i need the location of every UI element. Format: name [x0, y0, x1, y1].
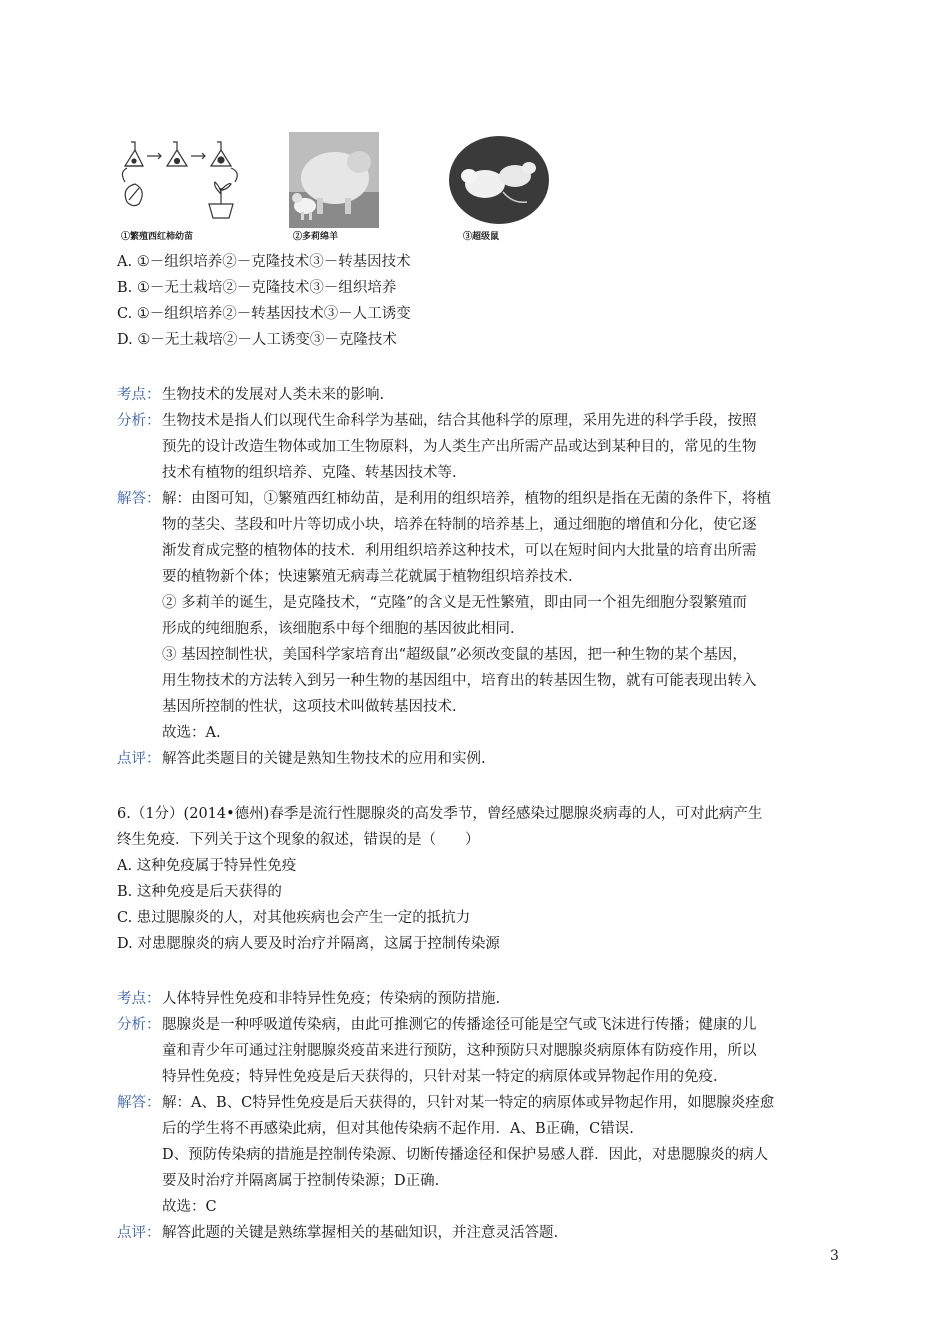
- q6-dianping-label: 点评：: [117, 1225, 161, 1241]
- q6-fenxi-line: 童和青少年可通过注射腮腺炎疫苗来进行预防，这种预防只对腮腺炎病原体有防疫作用，所以: [162, 1043, 757, 1059]
- tissue-culture-illustration: [117, 132, 242, 228]
- q5-dianping-text: 解答此类题目的关键是熟知生物技术的应用和实例.: [162, 751, 486, 767]
- q6-stem-line: 6.（1分）(2014•德州)春季是流行性腮腺炎的高发季节，曾经感染过腮腺炎病毒的人，可对此病产生: [117, 806, 763, 822]
- q6-fenxi-line: 特异性免疫；特异性免疫是后天获得的，只针对某一特定的病原体或异物起作用的免疫.: [162, 1069, 718, 1085]
- q5-option-a: A. ①－组织培养②－克隆技术③－转基因技术: [117, 254, 411, 270]
- q5-jieda-label: 解答：: [117, 491, 161, 507]
- q6-jieda-line: 解：A、B、C特异性免疫是后天获得的，只针对某一特定的病原体或异物起作用，如腮腺炎痊愈: [162, 1095, 775, 1111]
- figure-tissue-culture: [117, 132, 242, 242]
- q5-dianping-label: 点评：: [117, 751, 161, 767]
- q6-jieda-line: 后的学生将不再感染此病，但对其他传染病不起作用．A、B正确，C错误.: [162, 1121, 634, 1137]
- q5-jieda-line: 用生物技术的方法转入到另一种生物的基因组中，培育出的转基因生物，就有可能表现出转入: [162, 673, 757, 689]
- q6-jieda-line: 故选：C: [162, 1199, 217, 1215]
- q5-jieda-line: 故选：A.: [162, 725, 221, 741]
- page-number: 3: [830, 1248, 839, 1264]
- dolly-sheep-photo: [289, 132, 379, 228]
- q5-option-d: D. ①－无土栽培②－人工诱变③－克隆技术: [117, 332, 397, 348]
- q5-kaodian-label: 考点：: [117, 387, 161, 403]
- q6-kaodian-label: 考点：: [117, 991, 161, 1007]
- q5-jieda-line: 基因所控制的性状，这项技术叫做转基因技术.: [162, 699, 457, 715]
- q6-jieda-line: 要及时治疗并隔离属于控制传染源；D正确.: [162, 1173, 440, 1189]
- q6-fenxi-label: 分析：: [117, 1017, 161, 1033]
- q5-jieda-line: 物的茎尖、茎段和叶片等切成小块，培养在特制的培养基上，通过细胞的增值和分化，使它逐: [162, 517, 757, 533]
- q5-option-b: B. ①－无土栽培②－克隆技术③－组织培养: [117, 280, 397, 296]
- q5-fenxi-line: 技术有植物的组织培养、克隆、转基因技术等.: [162, 465, 457, 481]
- q5-option-c: C. ①－组织培养②－转基因技术③－人工诱变: [117, 306, 411, 322]
- q5-fenxi-line: 预先的设计改造生物体或加工生物原料，为人类生产出所需产品或达到某种目的，常见的生物: [162, 439, 757, 455]
- q5-jieda-line: 渐发育成完整的植物体的技术．利用组织培养这种技术，可以在短时间内大批量的培育出所需: [162, 543, 757, 559]
- q5-kaodian-text: 生物技术的发展对人类未来的影响.: [162, 387, 385, 403]
- figure-caption-2: ②多莉绵羊: [293, 232, 339, 242]
- q6-kaodian-text: 人体特异性免疫和非特异性免疫；传染病的预防措施.: [162, 991, 501, 1007]
- q6-option-d: D. 对患腮腺炎的病人要及时治疗并隔离，这属于控制传染源: [117, 936, 500, 952]
- q5-fenxi-label: 分析：: [117, 413, 161, 429]
- figure-dolly-sheep: [289, 132, 379, 242]
- q5-jieda-line: ③ 基因控制性状，美国科学家培育出“超级鼠”必须改变鼠的基因，把一种生物的某个基因，: [162, 647, 747, 663]
- q6-jieda-label: 解答：: [117, 1095, 161, 1111]
- q6-option-b: B. 这种免疫是后天获得的: [117, 884, 282, 900]
- super-mouse-photo: [447, 132, 552, 228]
- figure-strip: [117, 132, 557, 242]
- q5-jieda-line: ② 多莉羊的诞生，是克隆技术，“克隆”的含义是无性繁殖，即由同一个祖先细胞分裂繁殖而: [162, 595, 747, 611]
- q6-dianping-text: 解答此题的关键是熟练掌握相关的基础知识，并注意灵活答题.: [162, 1225, 559, 1241]
- q6-fenxi-line: 腮腺炎是一种呼吸道传染病，由此可推测它的传播途径可能是空气或飞沫进行传播；健康的儿: [162, 1017, 757, 1033]
- figure-super-mouse: [447, 132, 552, 242]
- q6-jieda-line: D、预防传染病的措施是控制传染源、切断传播途径和保护易感人群．因此，对患腮腺炎的病人: [162, 1147, 769, 1163]
- q6-stem-line: 终生免疫．下列关于这个现象的叙述，错误的是（ ）: [117, 832, 480, 848]
- q6-option-c: C. 患过腮腺炎的人，对其他疾病也会产生一定的抵抗力: [117, 910, 471, 926]
- figure-caption-1: ①繁殖西红柿幼苗: [121, 232, 194, 242]
- q5-jieda-line: 要的植物新个体；快速繁殖无病毒兰花就属于植物组织培养技术.: [162, 569, 573, 585]
- q5-jieda-line: 解：由图可知，①繁殖西红柿幼苗，是利用的组织培养，植物的组织是指在无菌的条件下，将植: [162, 491, 771, 507]
- q5-jieda-line: 形成的纯细胞系，该细胞系中每个细胞的基因彼此相同.: [162, 621, 515, 637]
- q6-option-a: A. 这种免疫属于特异性免疫: [117, 858, 297, 874]
- q5-fenxi-line: 生物技术是指人们以现代生命科学为基础，结合其他科学的原理，采用先进的科学手段，按照: [162, 413, 757, 429]
- figure-caption-3: ③超级鼠: [463, 232, 500, 242]
